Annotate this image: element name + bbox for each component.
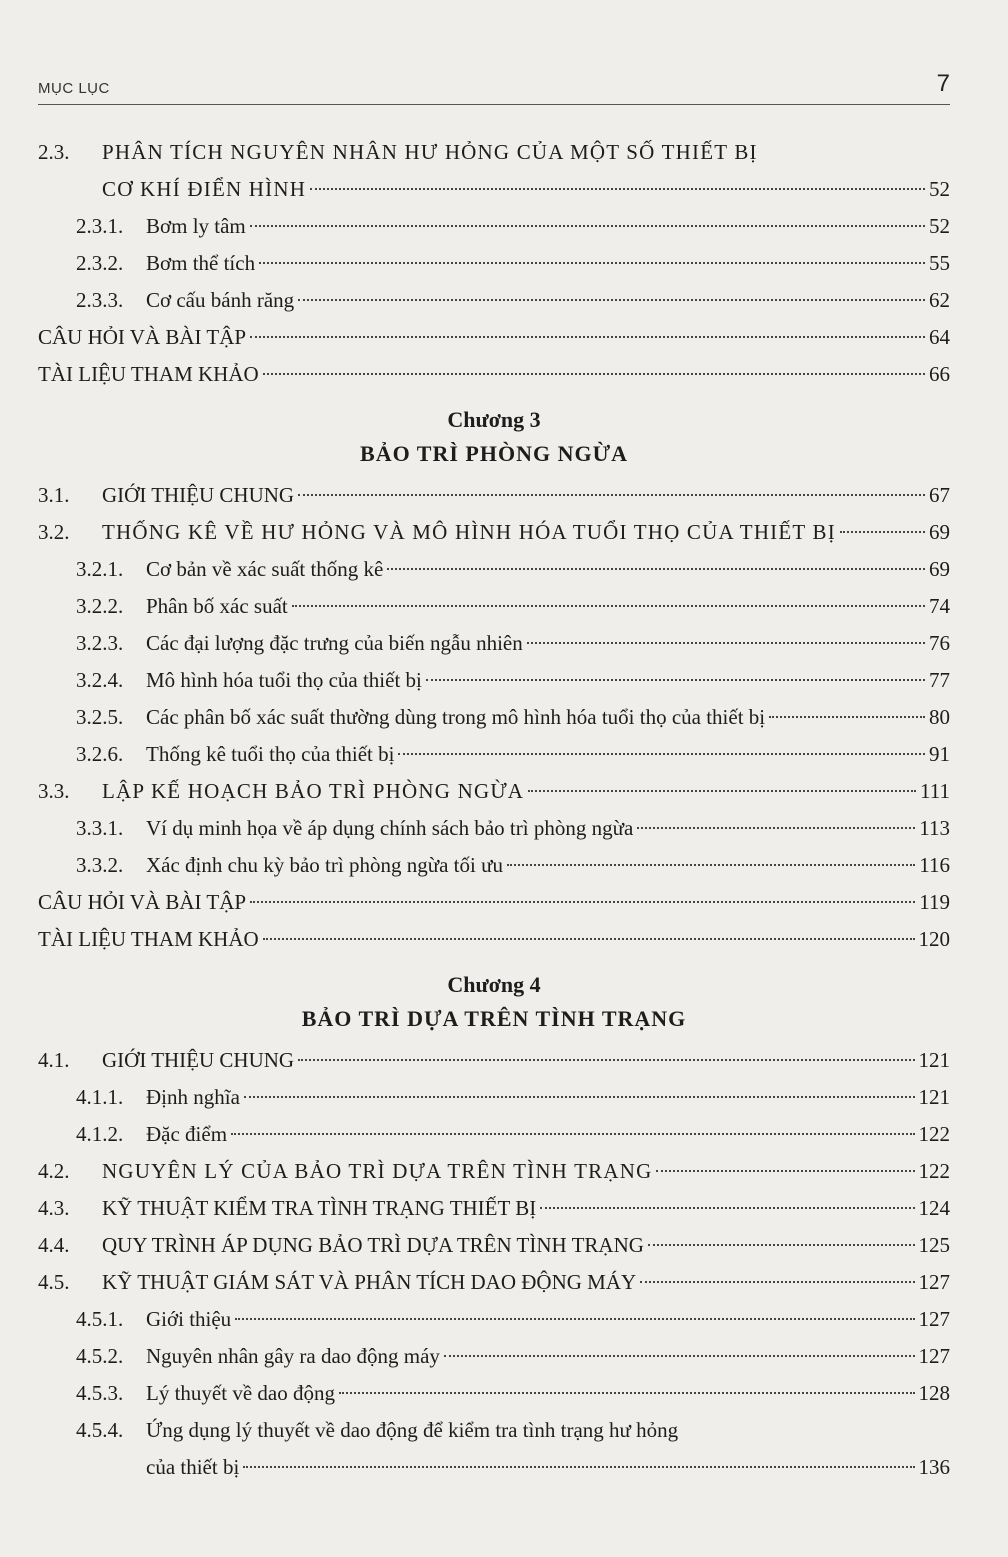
toc-entry-page: 76 xyxy=(929,631,950,655)
toc-entry-title: CÂU HỎI VÀ BÀI TẬP xyxy=(38,325,247,349)
dot-leader xyxy=(398,753,925,755)
toc-entry-number: 4.5.2. xyxy=(76,1344,124,1368)
toc-entry[interactable] xyxy=(38,884,950,921)
dot-leader xyxy=(339,1392,915,1394)
dot-leader xyxy=(637,827,915,829)
toc-entry[interactable] xyxy=(38,1227,950,1264)
header-label: MỤC LỤC xyxy=(38,80,110,97)
toc-entry-number: 4.5.4. xyxy=(76,1418,124,1442)
dot-leader xyxy=(292,605,925,607)
toc-entry-number: 3.3.1. xyxy=(76,816,124,840)
toc-entry[interactable] xyxy=(38,1412,950,1449)
toc-entry-title: LẬP KẾ HOẠCH BẢO TRÌ PHÒNG NGỪA xyxy=(102,779,525,803)
toc-entry[interactable] xyxy=(38,1338,950,1375)
dot-leader xyxy=(507,864,915,866)
toc-entry-title: Cơ bản về xác suất thống kê xyxy=(146,557,384,581)
toc-entry-page: 113 xyxy=(919,816,950,840)
toc-entry-number: 4.1. xyxy=(38,1048,70,1072)
toc-entry-page: 52 xyxy=(929,214,950,238)
toc-entry[interactable] xyxy=(38,810,950,847)
toc-entry-title: Phân bố xác suất xyxy=(146,594,288,618)
toc-entry-number: 2.3.1. xyxy=(76,214,124,238)
toc-entry-number: 2.3.3. xyxy=(76,288,124,312)
dot-leader xyxy=(310,188,925,190)
toc-entry[interactable] xyxy=(38,356,950,393)
dot-leader xyxy=(263,373,925,375)
toc-entry[interactable] xyxy=(38,551,950,588)
toc-entry-page: 64 xyxy=(929,325,950,349)
dot-leader xyxy=(235,1318,914,1320)
toc-entry-title: Thống kê tuổi thọ của thiết bị xyxy=(146,742,395,766)
toc-entry-title: QUY TRÌNH ÁP DỤNG BẢO TRÌ DỰA TRÊN TÌNH TRẠNG xyxy=(102,1233,644,1257)
toc-entry-title: Ứng dụng lý thuyết về dao động để kiểm tra tình trạng hư hỏng xyxy=(146,1418,679,1442)
toc-entry[interactable] xyxy=(38,1264,950,1301)
toc-entry[interactable] xyxy=(38,736,950,773)
toc-entry-page: 62 xyxy=(929,288,950,312)
toc-entry[interactable] xyxy=(38,699,950,736)
toc-entry-number: 2.3.2. xyxy=(76,251,124,275)
toc-entry-page: 122 xyxy=(918,1122,950,1146)
toc-entry-title: THỐNG KÊ VỀ HƯ HỎNG VÀ MÔ HÌNH HÓA TUỔI THỌ CỦA THIẾT BỊ xyxy=(102,520,836,544)
toc-entry-number: 4.4. xyxy=(38,1233,70,1257)
toc-entry-number: 3.1. xyxy=(38,483,70,507)
toc-entry-page: 119 xyxy=(919,890,950,914)
toc-entry-page: 52 xyxy=(929,177,950,201)
toc-entry[interactable] xyxy=(38,1190,950,1227)
dot-leader xyxy=(640,1281,914,1283)
chapter-label: Chương 3 xyxy=(447,407,541,432)
toc-entry-page: 69 xyxy=(929,520,950,544)
toc-entry-title: Xác định chu kỳ bảo trì phòng ngừa tối ưu xyxy=(146,853,503,877)
toc-entry-number: 4.1.2. xyxy=(76,1122,124,1146)
toc-entry[interactable] xyxy=(38,319,950,356)
toc-entry-page: 121 xyxy=(918,1048,950,1072)
toc-entry-page: 77 xyxy=(929,668,950,692)
dot-leader xyxy=(527,642,925,644)
toc-entry-page: 136 xyxy=(918,1455,950,1479)
toc-entry[interactable] xyxy=(38,847,950,884)
toc-entry[interactable] xyxy=(38,921,950,958)
dot-leader xyxy=(259,262,925,264)
toc-entry-page: 80 xyxy=(929,705,950,729)
toc-entry[interactable] xyxy=(38,625,950,662)
toc-entry-title: Các đại lượng đặc trưng của biến ngẫu nhiên xyxy=(146,631,523,655)
toc-entry[interactable] xyxy=(38,1116,950,1153)
toc-entry-page: 128 xyxy=(918,1381,950,1405)
dot-leader xyxy=(250,901,915,903)
toc-entry[interactable] xyxy=(38,1449,950,1486)
toc-entry-page: 116 xyxy=(919,853,950,877)
toc-entry[interactable] xyxy=(38,1079,950,1116)
chapter-title: BẢO TRÌ PHÒNG NGỪA xyxy=(360,441,628,466)
toc-entry-title: Định nghĩa xyxy=(146,1085,240,1109)
table-of-contents xyxy=(38,134,950,1486)
toc-entry[interactable] xyxy=(38,477,950,514)
toc-entry[interactable] xyxy=(38,208,950,245)
toc-entry-page: 111 xyxy=(920,779,950,803)
toc-entry-number: 3.2.6. xyxy=(76,742,124,766)
dot-leader xyxy=(426,679,925,681)
dot-leader xyxy=(243,1466,914,1468)
toc-entry[interactable] xyxy=(38,1153,950,1190)
toc-entry-title: Mô hình hóa tuổi thọ của thiết bị xyxy=(146,668,422,692)
chapter-label: Chương 4 xyxy=(447,972,541,997)
toc-entry-number: 2.3. xyxy=(38,140,70,164)
toc-entry-title: Đặc điểm xyxy=(146,1122,228,1146)
toc-entry-number: 3.2.5. xyxy=(76,705,124,729)
toc-entry-title: CÂU HỎI VÀ BÀI TẬP xyxy=(38,890,247,914)
toc-entry-page: 127 xyxy=(918,1307,950,1331)
toc-entry[interactable] xyxy=(38,1042,950,1079)
dot-leader xyxy=(444,1355,915,1357)
dot-leader xyxy=(656,1170,914,1172)
toc-entry-page: 67 xyxy=(929,483,950,507)
toc-entry[interactable] xyxy=(38,662,950,699)
toc-entry-title: Bơm ly tâm xyxy=(146,214,246,238)
header-divider xyxy=(38,104,950,105)
toc-entry[interactable] xyxy=(38,588,950,625)
toc-entry-page: 127 xyxy=(918,1344,950,1368)
dot-leader xyxy=(769,716,925,718)
dot-leader xyxy=(298,299,925,301)
toc-entry-title: của thiết bị xyxy=(146,1455,240,1479)
toc-entry-page: 125 xyxy=(918,1233,950,1257)
toc-entry[interactable] xyxy=(38,134,950,171)
toc-entry-page: 127 xyxy=(918,1270,950,1294)
toc-entry-number: 3.2. xyxy=(38,520,70,544)
toc-entry[interactable] xyxy=(38,282,950,319)
toc-entry-page: 74 xyxy=(929,594,950,618)
dot-leader xyxy=(528,790,916,792)
toc-entry-title: TÀI LIỆU THAM KHẢO xyxy=(38,927,259,951)
dot-leader xyxy=(250,225,925,227)
dot-leader xyxy=(648,1244,915,1246)
toc-entry-title: Nguyên nhân gây ra dao động máy xyxy=(146,1344,440,1368)
toc-entry-page: 120 xyxy=(918,927,950,951)
toc-entry-title: Lý thuyết về dao động xyxy=(146,1381,335,1405)
toc-entry-title: Bơm thể tích xyxy=(146,251,256,275)
toc-entry-number: 4.5.1. xyxy=(76,1307,124,1331)
toc-entry-title: GIỚI THIỆU CHUNG xyxy=(102,1048,295,1072)
running-header xyxy=(38,72,950,102)
dot-leader xyxy=(244,1096,915,1098)
toc-entry[interactable] xyxy=(38,773,950,810)
toc-entry-number: 3.3. xyxy=(38,779,70,803)
toc-entry[interactable] xyxy=(38,514,950,551)
toc-entry-title: CƠ KHÍ ĐIỂN HÌNH xyxy=(102,177,307,201)
toc-entry-title: NGUYÊN LÝ CỦA BẢO TRÌ DỰA TRÊN TÌNH TRẠNG xyxy=(102,1159,653,1183)
dot-leader xyxy=(231,1133,914,1135)
toc-entry-page: 122 xyxy=(918,1159,950,1183)
toc-entry-number: 4.2. xyxy=(38,1159,70,1183)
toc-entry-page: 69 xyxy=(929,557,950,581)
dot-leader xyxy=(540,1207,914,1209)
toc-entry-title: Cơ cấu bánh răng xyxy=(146,288,295,312)
toc-entry-number: 4.1.1. xyxy=(76,1085,124,1109)
toc-entry[interactable] xyxy=(38,245,950,282)
toc-entry-number: 3.3.2. xyxy=(76,853,124,877)
toc-entry-number: 3.2.3. xyxy=(76,631,124,655)
toc-entry-title: Giới thiệu xyxy=(146,1307,232,1331)
toc-entry-page: 124 xyxy=(918,1196,950,1220)
toc-entry-title: TÀI LIỆU THAM KHẢO xyxy=(38,362,259,386)
chapter-spacer xyxy=(38,958,950,968)
dot-leader xyxy=(263,938,915,940)
toc-entry-number: 3.2.2. xyxy=(76,594,124,618)
chapter-spacer xyxy=(38,393,950,403)
toc-entry-title: KỸ THUẬT KIỂM TRA TÌNH TRẠNG THIẾT BỊ xyxy=(102,1196,537,1220)
toc-entry-title: PHÂN TÍCH NGUYÊN NHÂN HƯ HỎNG CỦA MỘT SỐ THIẾT BỊ xyxy=(102,140,758,164)
toc-entry-page: 55 xyxy=(929,251,950,275)
chapter-title: BẢO TRÌ DỰA TRÊN TÌNH TRẠNG xyxy=(301,1006,687,1031)
toc-entry-title: Ví dụ minh họa về áp dụng chính sách bảo trì phòng ngừa xyxy=(146,816,634,840)
toc-entry-page: 121 xyxy=(918,1085,950,1109)
toc-entry-page: 66 xyxy=(929,362,950,386)
toc-entry-page: 91 xyxy=(929,742,950,766)
page-number: 7 xyxy=(936,70,950,97)
toc-entry-number: 4.3. xyxy=(38,1196,70,1220)
toc-entry[interactable] xyxy=(38,171,950,208)
toc-entry-number: 3.2.4. xyxy=(76,668,124,692)
dot-leader xyxy=(298,1059,914,1061)
toc-entry[interactable] xyxy=(38,1375,950,1412)
toc-entry-number: 4.5.3. xyxy=(76,1381,124,1405)
dot-leader xyxy=(387,568,925,570)
dot-leader xyxy=(250,336,925,338)
toc-entry-title: Các phân bố xác suất thường dùng trong mô hình hóa tuổi thọ của thiết bị xyxy=(146,705,766,729)
dot-leader xyxy=(840,531,925,533)
toc-entry-number: 3.2.1. xyxy=(76,557,124,581)
toc-entry-title: GIỚI THIỆU CHUNG xyxy=(102,483,295,507)
toc-entry-number: 4.5. xyxy=(38,1270,70,1294)
toc-entry-title: KỸ THUẬT GIÁM SÁT VÀ PHÂN TÍCH DAO ĐỘNG MÁY xyxy=(102,1270,637,1294)
toc-entry[interactable] xyxy=(38,1301,950,1338)
dot-leader xyxy=(298,494,925,496)
